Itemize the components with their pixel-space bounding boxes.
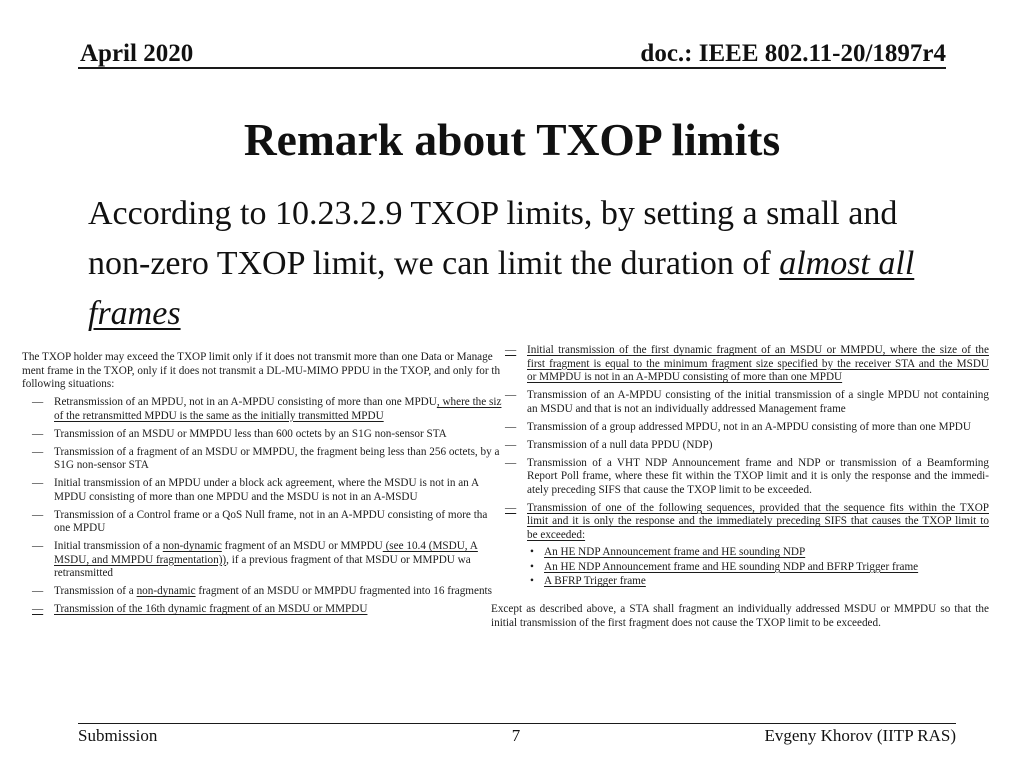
- footer-author: Evgeny Khorov (IITP RAS): [764, 726, 956, 745]
- excerpt-text-block: [54, 540, 488, 581]
- excerpt-paragraph: [22, 351, 501, 392]
- excerpt-line: [22, 364, 501, 379]
- excerpt-line: [544, 561, 989, 575]
- excerpt-list-item: [491, 389, 989, 416]
- dash-marker: —: [32, 585, 44, 597]
- excerpt-line: [54, 603, 488, 617]
- excerpt-line: [527, 389, 989, 403]
- body-line: [88, 189, 914, 239]
- excerpt-text-block: [54, 428, 488, 442]
- excerpt-text-block: [54, 445, 500, 473]
- excerpt-text: Transmission of a fragment of an MSDU or MMPDU, the fragment being less than 256 octets, by a: [54, 445, 500, 458]
- emphasized-text: almost all: [779, 245, 915, 282]
- excerpt-text-block: [544, 561, 989, 575]
- excerpt-list-item: [491, 457, 989, 498]
- excerpt-list-item: [22, 540, 488, 581]
- excerpt-line: [54, 428, 488, 442]
- body-text: [88, 189, 914, 339]
- excerpt-text-block: [54, 603, 488, 617]
- excerpt-line: [527, 344, 989, 358]
- excerpt-text-block: [544, 546, 989, 560]
- inserted-text: be exceeded:: [527, 529, 586, 542]
- excerpt-list-item: [22, 477, 488, 504]
- excerpt-line: [54, 459, 488, 473]
- excerpt-text-block: [54, 509, 488, 536]
- dash-marker: —: [505, 438, 517, 451]
- footer-rule: [78, 723, 956, 724]
- excerpt-text: Transmission of a Control frame or a QoS Null frame, not in an A-MPDU consisting of more tha: [54, 508, 488, 521]
- excerpt-line: [527, 439, 989, 453]
- excerpt-text: The TXOP holder may exceed the TXOP limit only if it does not transmit more than one Data or Manage: [22, 351, 493, 363]
- inserted-text: non-dynamic: [136, 585, 196, 597]
- emphasized-text: frames: [88, 295, 181, 332]
- excerpt-line: [527, 403, 989, 417]
- inserted-text: An HE NDP Announcement frame and HE sounding NDP: [544, 546, 806, 559]
- dash-marker: —: [32, 508, 44, 521]
- excerpt-text-block: [527, 502, 989, 543]
- header-rule: [78, 67, 946, 69]
- excerpt-list-item: [491, 502, 989, 543]
- excerpt-list-item: [22, 603, 488, 617]
- header-doc-id: doc.: IEEE 802.11-20/1897r4: [640, 40, 946, 67]
- excerpt-line: [527, 421, 989, 435]
- inserted-text: (see 10.4 (MSDU, A: [382, 540, 478, 552]
- inserted-text: of the retransmitted MPDU is the same as the initially transmitted MPDU: [54, 409, 384, 422]
- excerpt-line: [54, 509, 488, 523]
- excerpt-line: [22, 351, 493, 365]
- excerpt-text: Transmission of a: [54, 585, 137, 597]
- excerpt-text: Except as described above, a STA shall fragment an individually addressed MSDU or MMPDU so that the: [491, 602, 989, 615]
- excerpt-line: [491, 603, 989, 617]
- excerpt-line: [54, 491, 488, 505]
- excerpt-text-block: [54, 396, 502, 423]
- excerpt-list-item: [22, 585, 493, 599]
- excerpt-line: [544, 575, 989, 589]
- excerpt-text: Initial transmission of a: [54, 540, 163, 552]
- excerpt-text: ment frame in the TXOP, only if it does not transmit a DL-MU-MIMO PPDU in the TXOP, and only for th: [22, 364, 501, 377]
- dash-marker: —: [32, 540, 44, 552]
- inserted-text: Transmission of one of the following sequences, provided that the sequence fits within the TXOP: [527, 501, 989, 514]
- excerpt-sub-item: [491, 561, 989, 575]
- excerpt-text: fragment of an MSDU or MMPDU fragmented into 16 fragments: [195, 585, 493, 597]
- body-line: [88, 289, 914, 339]
- excerpt-line: [54, 585, 493, 599]
- inserted-text: An HE NDP Announcement frame and HE sounding NDP and BFRP Trigger frame: [544, 560, 919, 573]
- inserted-text: MSDU, and MMPDU fragmentation)): [54, 553, 227, 566]
- excerpt-text-block: [527, 457, 989, 498]
- standard-excerpt-left: [22, 351, 502, 617]
- excerpt-list-item: [22, 445, 500, 473]
- footer-submission: Submission: [78, 726, 158, 745]
- excerpt-line: [527, 529, 989, 543]
- inserted-text: Initial transmission of the first dynamic fragment of an MSDU or MMPDU, where the size of the: [527, 344, 989, 356]
- excerpt-text: fragment of an MSDU or MMPDU: [221, 540, 383, 552]
- excerpt-text: Transmission of a null data PPDU (NDP): [527, 438, 713, 451]
- excerpt-text: Report Poll frame, where these fit within the TXOP limit and it is only the response and the immedi-: [527, 470, 989, 483]
- excerpt-line: [527, 470, 989, 484]
- inserted-text: first fragment is equal to the minimum fragment size specified by the receiver STA and the MSDU: [527, 357, 989, 370]
- inserted-text: or MMPDU is not in an A-MPDU consisting of more than one MPDU: [527, 371, 843, 384]
- excerpt-line: [54, 567, 488, 581]
- excerpt-text: Transmission of an MSDU or MMPDU less than 600 octets by an S1G non-sensor STA: [54, 427, 447, 440]
- excerpt-line: [54, 477, 488, 491]
- excerpt-line: [54, 396, 502, 410]
- excerpt-text: initial transmission of the first fragment does not cause the TXOP limit to be exceeded.: [491, 616, 881, 629]
- excerpt-text-block: [54, 477, 488, 504]
- excerpt-text: an MSDU and that is not an individually addressed Management frame: [527, 402, 846, 415]
- excerpt-line: [54, 522, 488, 536]
- excerpt-text-block: [527, 344, 989, 385]
- excerpt-text-block: [527, 439, 989, 453]
- excerpt-line: [54, 410, 488, 424]
- body-text-segment: According to 10.23.2.9 TXOP limits, by setting a small and: [88, 195, 898, 232]
- excerpt-text: S1G non-sensor STA: [54, 459, 149, 471]
- excerpt-text-block: [54, 585, 493, 599]
- excerpt-line: [491, 617, 989, 631]
- excerpt-text-block: [544, 575, 989, 589]
- dash-marker: —: [32, 477, 44, 489]
- excerpt-sub-item: [491, 546, 989, 560]
- excerpt-text: retransmitted: [54, 567, 114, 579]
- excerpt-paragraph: [491, 603, 989, 630]
- body-text-segment: non-zero TXOP limit, we can limit the duration of: [88, 245, 780, 282]
- bullet-marker: •: [530, 546, 534, 559]
- excerpt-text: MPDU consisting of more than one MPDU and the MSDU is not in an A-MSDU: [54, 490, 418, 503]
- excerpt-text: Initial transmission of an MPDU under a block ack agreement, where the MSDU is not in an A: [54, 477, 480, 489]
- dash-marker: —: [505, 456, 517, 469]
- dash-marker: —: [32, 427, 44, 440]
- excerpt-line: [54, 554, 488, 568]
- dash-marker: —: [32, 445, 44, 458]
- excerpt-line: [527, 358, 989, 372]
- excerpt-sub-item: [491, 575, 989, 589]
- excerpt-list-item: [491, 421, 989, 435]
- excerpt-line: [527, 515, 989, 529]
- excerpt-text-block: [491, 603, 989, 630]
- header-date: April 2020: [80, 40, 194, 67]
- dash-marker: —: [32, 603, 44, 615]
- excerpt-line: [54, 445, 500, 460]
- excerpt-text: , if a previous fragment of that MSDU or MMPDU wa: [226, 553, 471, 566]
- excerpt-list-item: [491, 344, 989, 385]
- excerpt-text-block: [22, 351, 501, 392]
- excerpt-list-item: [491, 439, 989, 453]
- excerpt-text: Transmission of an A-MPDU consisting of the initial transmission of a single MPDU not containing: [527, 389, 989, 402]
- excerpt-text: Transmission of a VHT NDP Announcement frame and NDP or transmission of a Beamforming: [527, 456, 989, 469]
- excerpt-line: [527, 502, 989, 516]
- excerpt-text-block: [527, 421, 989, 435]
- excerpt-text: ately preceding SIFS that cause the TXOP limit to be exceeded.: [527, 483, 812, 496]
- bullet-marker: •: [530, 575, 534, 588]
- excerpt-line: [22, 378, 488, 392]
- inserted-text: limit and it is only the response and the immediately preceding SIFS that causes the TXOP limit to: [527, 515, 989, 528]
- excerpt-text-block: [527, 389, 989, 416]
- excerpt-list-item: [22, 428, 488, 442]
- standard-excerpt-right: [491, 344, 989, 630]
- excerpt-line: [527, 484, 989, 498]
- excerpt-text: following situations:: [22, 378, 115, 390]
- excerpt-line: [54, 540, 488, 554]
- excerpt-text: one MPDU: [54, 522, 106, 534]
- dash-marker: —: [505, 344, 517, 356]
- inserted-text: non-dynamic: [162, 540, 222, 552]
- excerpt-line: [527, 371, 989, 385]
- dash-marker: —: [505, 420, 517, 433]
- bullet-marker: •: [530, 560, 534, 573]
- dash-marker: —: [32, 396, 44, 408]
- excerpt-text: Transmission of a group addressed MPDU, not in an A-MPDU consisting of more than one MPDU: [527, 420, 971, 433]
- excerpt-text: Retransmission of an MPDU, not in an A-MPDU consisting of more than one MPDU: [54, 396, 437, 408]
- inserted-text: A BFRP Trigger frame: [544, 575, 646, 588]
- excerpt-list-item: [22, 509, 488, 536]
- inserted-text: , where the siz: [436, 396, 502, 408]
- page-number: 7: [511, 726, 521, 745]
- dash-marker: —: [505, 501, 517, 514]
- dash-marker: —: [505, 389, 517, 402]
- slide-title: Remark about TXOP limits: [243, 114, 781, 165]
- body-line: [88, 239, 914, 289]
- excerpt-line: [527, 457, 989, 471]
- excerpt-line: [544, 546, 989, 560]
- excerpt-list-item: [22, 396, 502, 423]
- inserted-text: Transmission of the 16th dynamic fragment of an MSDU or MMPDU: [54, 603, 368, 615]
